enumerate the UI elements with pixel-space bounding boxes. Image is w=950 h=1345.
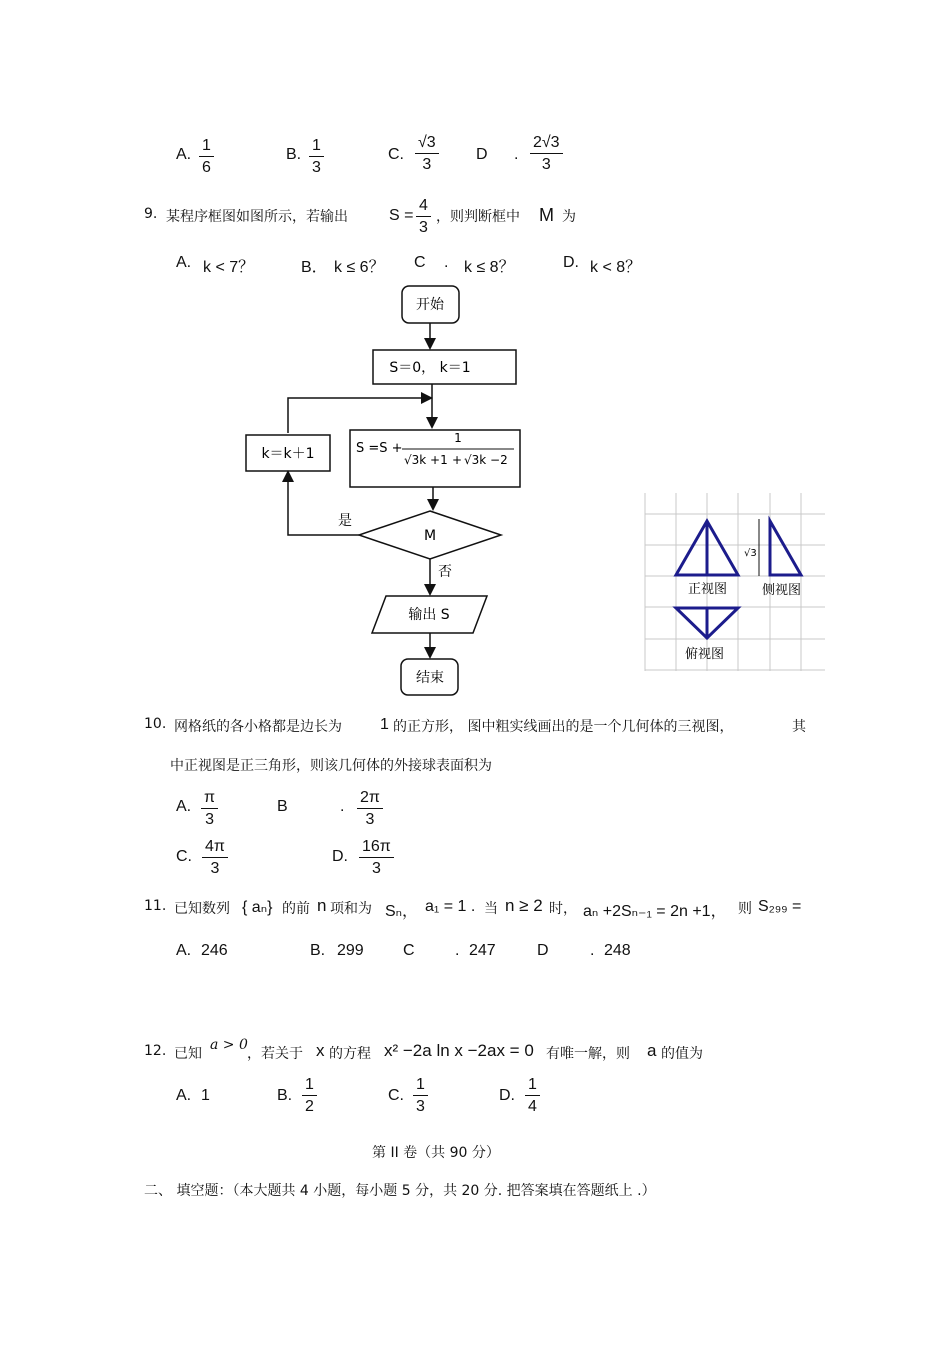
q11-a1: a₁ = 1 . — [425, 898, 476, 915]
q10-line1: 网格纸的各小格都是边长为 — [174, 719, 342, 735]
flow-formula-plus: + — [452, 453, 463, 467]
q9-option-a-text: k < 7？ — [203, 259, 255, 276]
flow-formula-left: S =S + — [356, 441, 403, 456]
q11-option-d-text: 248 — [604, 942, 631, 959]
q9-m: M — [539, 205, 554, 225]
q10-option-a-label: A. — [176, 798, 192, 815]
side-view — [770, 521, 801, 575]
q8-option-a-label: A. — [176, 146, 192, 163]
q11-sn: Sₙ， — [385, 903, 419, 920]
q8-option-a-fraction: $\frac{1}{6}$ — [199, 136, 214, 179]
q11-option-c-text: 247 — [469, 942, 496, 959]
q11-option-a-text: 246 — [201, 942, 228, 959]
q8-option-d-fraction: $\frac{2√3}{3}$ — [530, 133, 563, 176]
q9-text-after: ，则判断框中 — [436, 209, 520, 225]
q10-line1b: 的正方形， 图中粗实线画出的是一个几何体的三视图， — [393, 719, 734, 735]
flow-formula-num: 1 — [454, 431, 462, 445]
flow-no-label: 否 — [438, 564, 452, 580]
q12-option-a-text: 1 — [201, 1087, 210, 1104]
q9-s-fraction: $\frac{4}{3}$ — [416, 196, 431, 239]
q8-option-c-fraction: $\frac{√3}{3}$ — [415, 133, 439, 176]
q11-option-a-label: A. — [176, 942, 192, 959]
flow-incr-text: k＝k＋1 — [261, 446, 315, 462]
flow-output-text: 输出 S — [408, 607, 450, 623]
flow-end-text: 结束 — [416, 670, 444, 686]
section-part2-heading: 二、 填空题：（本大题共 4 小题，每小题 5 分，共 20 分. 把答案填在答题纸上 .） — [144, 1183, 656, 1199]
top-view — [676, 608, 738, 638]
q10-line1c: 其 — [792, 719, 806, 735]
q11-t5: 时， — [549, 901, 577, 917]
front-view — [676, 521, 738, 575]
q9-option-d-label: D. — [563, 254, 579, 271]
q8-option-d-label: D — [476, 146, 488, 163]
top-view-label: 俯视图 — [685, 647, 725, 662]
q9-s-equals: S = — [389, 207, 414, 224]
front-view-label: 正视图 — [688, 582, 728, 597]
q10-line2: 中正视图是正三角形，则该几何体的外接球表面积为 — [170, 758, 492, 774]
flow-yes-label: 是 — [338, 513, 352, 529]
q11-recurrence: aₙ +2Sₙ₋₁ = 2n +1， — [583, 903, 727, 920]
q11-option-c-dot: . — [455, 942, 460, 959]
q8-option-b-label: B. — [286, 146, 302, 163]
q12-t4: 有唯一解，则 — [546, 1046, 630, 1062]
q12-t1: 已知 — [174, 1046, 202, 1062]
q8-option-c-label: C. — [388, 146, 404, 163]
q12-a: a — [647, 1041, 657, 1060]
q9-option-a-label: A. — [176, 254, 192, 271]
q12-option-d-label: D. — [499, 1087, 515, 1104]
q11-option-b-text: 299 — [337, 942, 364, 959]
q11-t1: 已知数列 — [174, 901, 230, 917]
q12-option-c-label: C. — [388, 1087, 404, 1104]
q11-n: n — [317, 896, 327, 915]
q12-option-a-label: A. — [176, 1087, 192, 1104]
q10-option-b-dot: . — [340, 798, 345, 815]
q12-option-d-fraction: $\frac{1}{4}$ — [525, 1075, 540, 1118]
flow-init-text: S＝0， k＝1 — [389, 360, 471, 376]
q9-option-c-dot: . — [444, 254, 449, 271]
q10-option-c-fraction: $\frac{4\pi}{3}$ — [202, 837, 228, 880]
q11-t4: 当 — [484, 901, 498, 917]
q12-equation: x² −2a ln x −2ax = 0 — [384, 1041, 534, 1060]
q10-option-d-label: D. — [332, 848, 348, 865]
q12-t2: ，若关于 — [247, 1046, 303, 1062]
section-title: 第 II 卷（共 90 分） — [372, 1145, 500, 1161]
q9-number: 9. — [144, 206, 158, 222]
q12-cond: a > 0 — [210, 1037, 248, 1053]
q9-option-b-text: k ≤ 6？ — [334, 259, 385, 276]
side-view-label: 侧视图 — [762, 583, 802, 598]
q9-option-b-label: B． — [301, 259, 328, 276]
q10-option-b-label: B — [277, 798, 288, 815]
q11-option-c-label: C — [403, 942, 415, 959]
q11-option-b-label: B. — [310, 942, 326, 959]
q9-option-c-label: C — [414, 254, 426, 271]
grid — [645, 493, 825, 671]
q11-t6: 则 — [738, 901, 752, 917]
flow-decision-text: M — [423, 528, 437, 544]
q12-option-c-fraction: $\frac{1}{3}$ — [413, 1075, 428, 1118]
q11-option-d-dot: . — [590, 942, 595, 959]
q10-number: 10. — [144, 716, 167, 732]
q12-x: x — [316, 1041, 325, 1060]
q11-cond: n ≥ 2 — [505, 896, 543, 915]
q9-text-before: 某程序框图如图所示，若输出 — [166, 209, 348, 225]
q12-t3: 的方程 — [329, 1046, 371, 1062]
q11-t3: 项和为 — [330, 901, 372, 917]
q10-option-d-fraction: $\frac{16\pi}{3}$ — [359, 837, 394, 880]
q12-number: 12. — [144, 1043, 167, 1059]
q11-option-d-label: D — [537, 942, 549, 959]
flow-formula-den-b: √3k −2 — [464, 453, 508, 467]
q8-option-b-fraction: $\frac{1}{3}$ — [309, 136, 324, 179]
q11-number: 11. — [144, 898, 167, 914]
q12-option-b-label: B. — [277, 1087, 293, 1104]
q9-option-c-text: k ≤ 8？ — [464, 259, 515, 276]
q9-option-d-text: k < 8？ — [590, 259, 642, 276]
q9-text-end: 为 — [562, 209, 576, 225]
q10-option-a-fraction: $\frac{\pi}{3}$ — [201, 788, 218, 831]
q12-t5: 的值为 — [661, 1046, 703, 1062]
q10-one: 1 — [380, 716, 389, 733]
q10-option-b-fraction: $\frac{2\pi}{3}$ — [357, 788, 383, 831]
q10-option-c-label: C. — [176, 848, 192, 865]
q8-option-d-dot: . — [514, 146, 519, 163]
flow-start-text: 开始 — [416, 297, 444, 313]
q12-option-b-fraction: $\frac{1}{2}$ — [302, 1075, 317, 1118]
q11-seq: { aₙ} — [242, 899, 273, 916]
q11-s299: S₂₉₉ = — [758, 898, 802, 915]
side-dim-label: √3 — [744, 548, 757, 559]
q11-t2: 的前 — [282, 901, 310, 917]
flow-formula-den-a: √3k +1 — [404, 453, 448, 467]
